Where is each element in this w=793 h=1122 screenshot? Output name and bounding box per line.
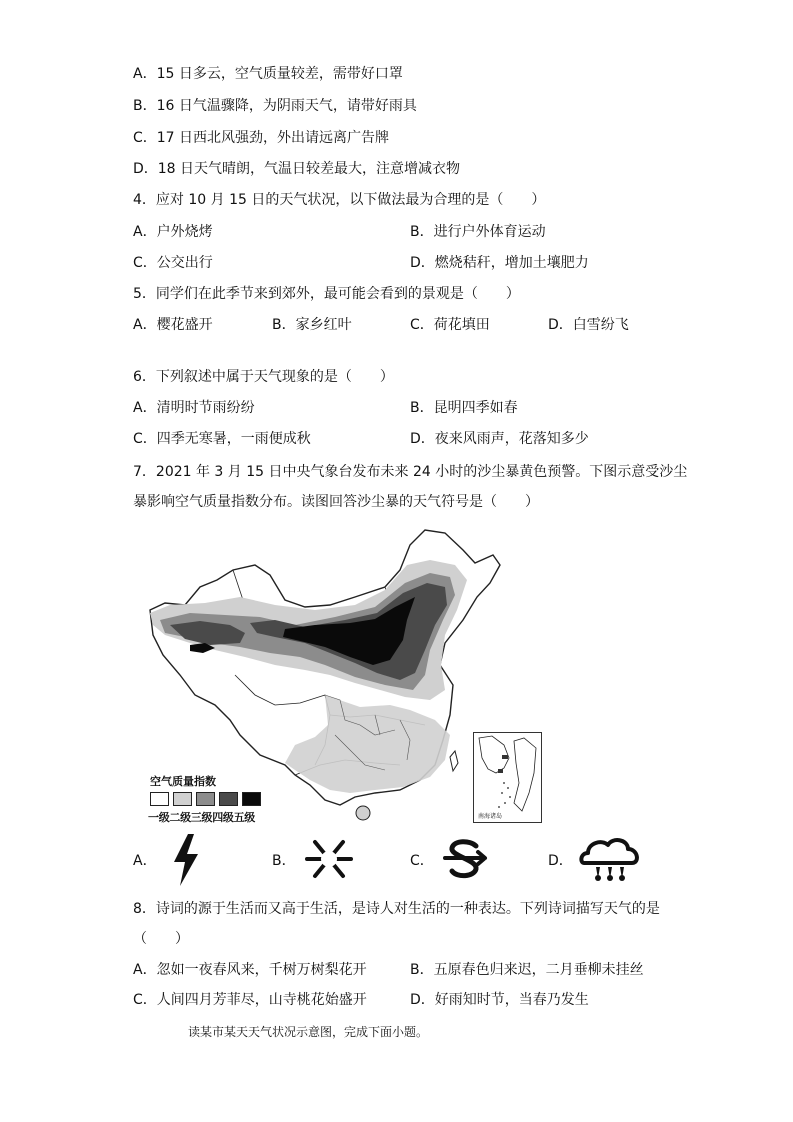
q4-option-c: C．公交出行	[133, 255, 213, 271]
q5-option-c: C．荷花填田	[410, 317, 490, 333]
q3-option-b: B．16 日气温骤降，为阴雨天气，请带好雨具	[133, 98, 417, 114]
q6-option-c: C．四季无寒暑，一雨便成秋	[133, 431, 311, 447]
q7-option-c-label: C．	[410, 853, 434, 869]
q8-option-d: D．好雨知时节，当春乃发生	[410, 992, 589, 1008]
sandstorm-icon	[442, 838, 488, 880]
inset-map	[474, 733, 541, 822]
south-china-sea-inset	[473, 732, 542, 823]
q5-stem: 5．同学们在此季节来到郊外，最可能会看到的景观是（ ）	[133, 286, 520, 302]
legend-title: 空气质量指数	[150, 775, 216, 788]
hail-cloud-icon	[578, 835, 642, 883]
q5-option-b: B．家乡红叶	[272, 317, 352, 333]
legend-swatch-level-3	[196, 792, 215, 806]
q6-option-d: D．夜来风雨声，花落知多少	[410, 431, 589, 447]
q8-option-c: C．人间四月芳菲尽，山寺桃花始盛开	[133, 992, 367, 1008]
q7-option-a-label: A．	[133, 853, 157, 869]
q6-option-b: B．昆明四季如春	[410, 400, 518, 416]
legend-labels: 一级二级三级四级五级	[148, 811, 255, 824]
legend-swatch-level-1	[150, 792, 169, 806]
q8-stem-line1: 8．诗词的源于生活而又高于生活，是诗人对生活的一种表达。下列诗词描写天气的是	[133, 901, 660, 917]
q7-stem-line1: 7．2021 年 3 月 15 日中央气象台发布未来 24 小时的沙尘暴黄色预警。下图示意受沙尘	[133, 464, 688, 480]
q3-option-a: A．15 日多云，空气质量较差，需带好口罩	[133, 66, 403, 82]
legend-swatch-level-2	[173, 792, 192, 806]
footer-note: 读某市某天天气状况示意图，完成下面小题。	[188, 1025, 429, 1039]
haze-star-icon	[303, 834, 355, 884]
q7-stem-line2: 暴影响空气质量指数分布。读图回答沙尘暴的天气符号是（ ）	[133, 494, 539, 510]
inset-label: 南海诸岛	[478, 813, 503, 820]
q7-option-b-label: B．	[272, 853, 296, 869]
q8-option-b: B．五原春色归来迟，二月垂柳未挂丝	[410, 962, 644, 978]
q8-option-a: A．忽如一夜春风来，千树万树梨花开	[133, 962, 367, 978]
q6-stem: 6．下列叙述中属于天气现象的是（ ）	[133, 369, 394, 385]
q6-option-a: A．清明时节雨纷纷	[133, 400, 255, 416]
legend-swatch-level-5	[242, 792, 261, 806]
lightning-icon	[170, 832, 202, 888]
legend-swatches	[150, 792, 261, 806]
q5-option-a: A．樱花盛开	[133, 317, 213, 333]
q4-option-a: A．户外烧烤	[133, 224, 213, 240]
legend-swatch-level-4	[219, 792, 238, 806]
q8-stem-line2: （ ）	[133, 931, 189, 947]
q4-option-b: B．进行户外体育运动	[410, 224, 546, 240]
q5-option-d: D．白雪纷飞	[548, 317, 629, 333]
q3-option-c: C．17 日西北风强劲，外出请远离广告牌	[133, 130, 390, 146]
q7-option-d-label: D．	[548, 853, 573, 869]
taiwan-island	[450, 751, 458, 771]
hainan-island	[356, 806, 370, 820]
q4-stem: 4．应对 10 月 15 日的天气状况，以下做法最为合理的是（ ）	[133, 192, 546, 208]
q3-option-d: D．18 日天气晴朗，气温日较差最大，注意增减衣物	[133, 161, 461, 177]
q4-option-d: D．燃烧秸秆，增加土壤肥力	[410, 255, 589, 271]
